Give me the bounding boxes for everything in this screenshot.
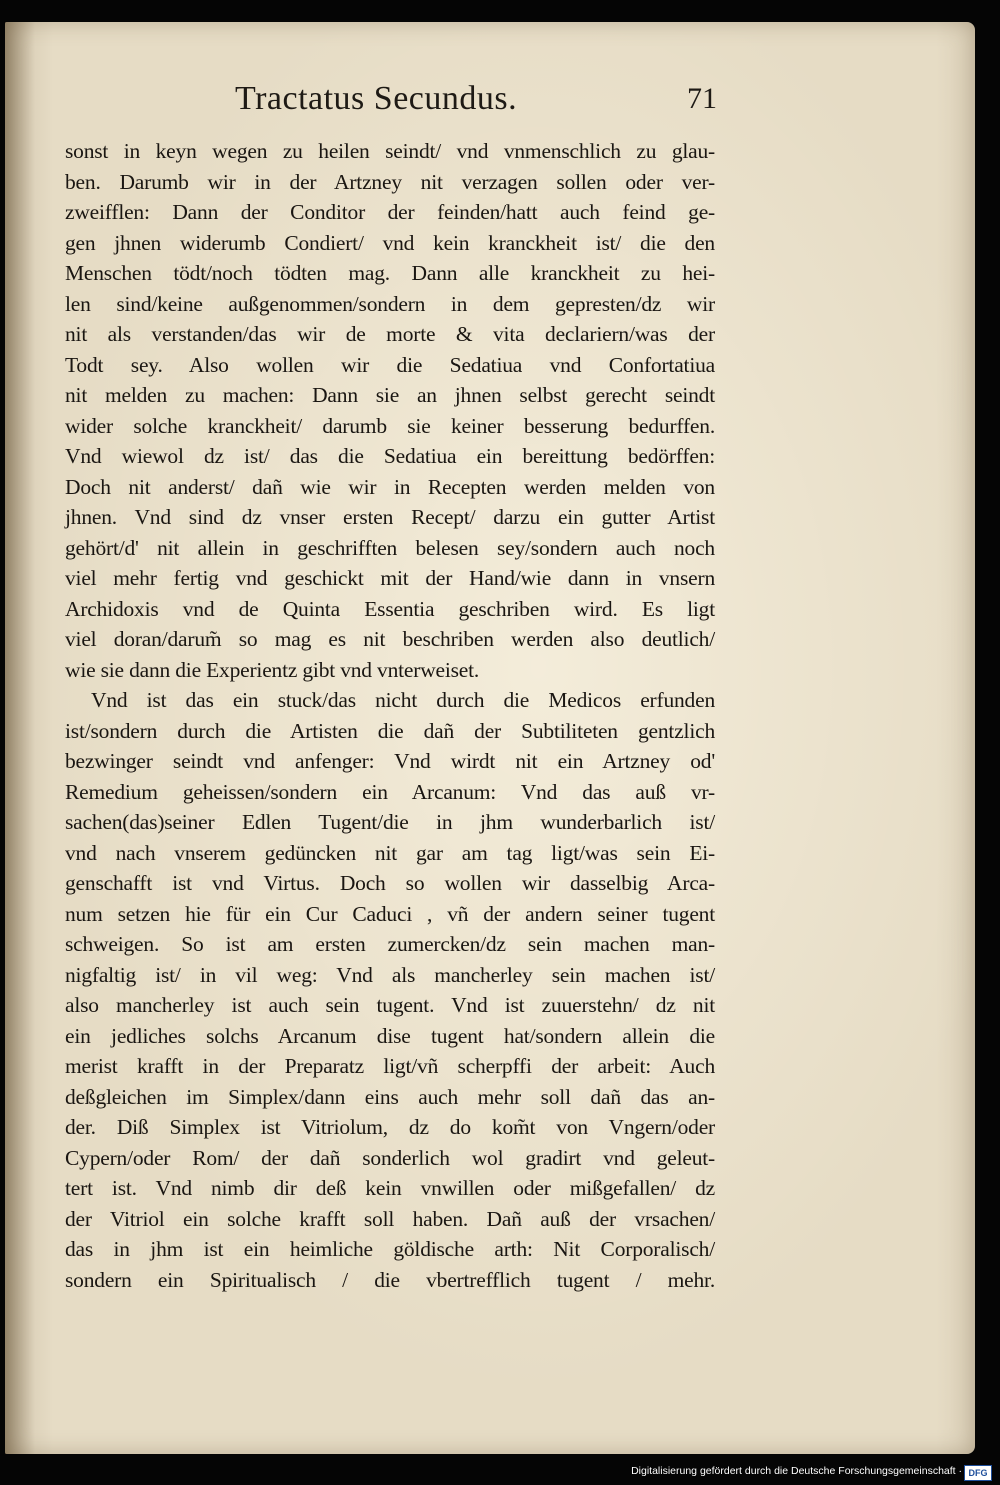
text-line: sachen(das)seiner Edlen Tugent/die in jhm wunderbarlich ist/: [65, 810, 715, 834]
text-line: also mancherley ist auch sein tugent. Vnd ist zuuerstehn/ dz nit: [65, 993, 715, 1017]
text-line: ein jedliches solchs Arcanum dise tugent hat/sondern allein die: [65, 1023, 715, 1048]
text-line: wider solche kranckheit/ darumb sie keiner besserung bedurffen.: [65, 413, 715, 438]
text-line: sondern ein Spiritualisch / die vbertrefflich tugent / mehr.: [65, 1267, 715, 1292]
text-line: schweigen. So ist am ersten zumercken/dz sein machen man-: [65, 932, 715, 956]
text-line: Doch nit anderst/ dañ wie wir in Recepten werden melden von: [65, 474, 715, 499]
text-line: jhnen. Vnd sind dz vnser ersten Recept/ darzu ein gutter Artist: [65, 505, 715, 529]
page-number: 71: [687, 82, 717, 115]
text-line: gehört/d' nit allein in geschrifften belesen sey/sondern auch noch: [65, 535, 715, 560]
page-header: [5, 80, 975, 130]
text-line: wie sie dann die Experientz gibt vnd vnterweiset.: [65, 657, 480, 682]
text-line: Remedium geheissen/sondern ein Arcanum: Vnd das auß vr-: [65, 779, 715, 804]
text-line: viel mehr fertig vnd geschickt mit der Hand/wie dann in vnsern: [65, 566, 715, 590]
text-line: das in jhm ist ein heimliche göldische arth: Nit Corporalisch/: [65, 1237, 715, 1261]
text-line: deßgleichen im Simplex/dann eins auch mehr soll dañ das an-: [65, 1084, 715, 1109]
text-line: Archidoxis vnd de Quinta Essentia geschriben wird. Es ligt: [65, 596, 715, 621]
body-text: [65, 136, 715, 1295]
text-line: ist/sondern durch die Artisten die dañ der Subtiliteten gentzlich: [65, 718, 715, 743]
text-line: nit als verstanden/das wir de morte & vita declariern/was der: [65, 322, 715, 346]
text-line: zweifflen: Dann der Conditor der feinden/hatt auch feind ge-: [65, 200, 715, 224]
text-line: nit melden zu machen: Dann sie an jhnen selbst gerecht seindt: [65, 383, 715, 407]
text-line: gen jhnen widerumb Condiert/ vnd kein kranckheit ist/ die den: [65, 230, 715, 255]
text-line: Menschen tödt/noch tödten mag. Dann alle kranckheit zu hei-: [65, 261, 715, 285]
text-line: Vnd wiewol dz ist/ das die Sedatiua ein bereittung bedörffen:: [65, 444, 715, 468]
text-line: tert ist. Vnd nimb dir deß kein vnwillen oder mißgefallen/ dz: [65, 1176, 715, 1200]
text-line: nigfaltig ist/ in vil weg: Vnd als mancherley sein machen ist/: [65, 962, 715, 987]
text-line: ben. Darumb wir in der Artzney nit verzagen sollen oder ver-: [65, 169, 715, 194]
text-line: sonst in keyn wegen zu heilen seindt/ vnd vnmenschlich zu glau-: [65, 139, 715, 163]
page-gutter-shadow: [5, 22, 35, 1454]
text-line: Vnd ist das ein stuck/das nicht durch die Medicos erfunden: [91, 688, 715, 712]
book-page: [5, 22, 975, 1454]
dfg-logo: DFG: [964, 1465, 992, 1481]
text-line: der Vitriol ein solche krafft soll haben. Dañ auß der vrsachen/: [65, 1206, 715, 1231]
funding-credit: Digitalisierung gefördert durch die Deutsche Forschungsgemeinschaft ·: [631, 1465, 962, 1477]
text-line: len sind/keine außgenommen/sondern in dem gepresten/dz wir: [65, 291, 715, 316]
text-line: der. Diß Simplex ist Vitriolum, dz do kom̃t von Vngern/oder: [65, 1115, 715, 1139]
text-line: bezwinger seindt vnd anfenger: Vnd wirdt nit ein Artzney od': [65, 749, 715, 773]
running-title: Tractatus Secundus.: [235, 80, 518, 117]
text-line: viel doran/darum̃ so mag es nit beschriben werden also deutlich/: [65, 627, 715, 651]
text-line: Todt sey. Also wollen wir die Sedatiua vnd Confortatiua: [65, 352, 715, 377]
text-line: num setzen hie für ein Cur Caduci , vñ der andern seiner tugent: [65, 901, 715, 926]
text-line: vnd nach vnserem gedüncken nit gar am tag ligt/was sein Ei-: [65, 840, 715, 865]
text-line: Cypern/oder Rom/ der dañ sonderlich wol gradirt vnd geleut-: [65, 1145, 715, 1170]
text-line: merist krafft in der Preparatz ligt/vñ scherpffi der arbeit: Auch: [65, 1054, 715, 1078]
footer-bar: [0, 1463, 1000, 1485]
text-line: genschafft ist vnd Virtus. Doch so wollen wir dasselbig Arca-: [65, 871, 715, 895]
